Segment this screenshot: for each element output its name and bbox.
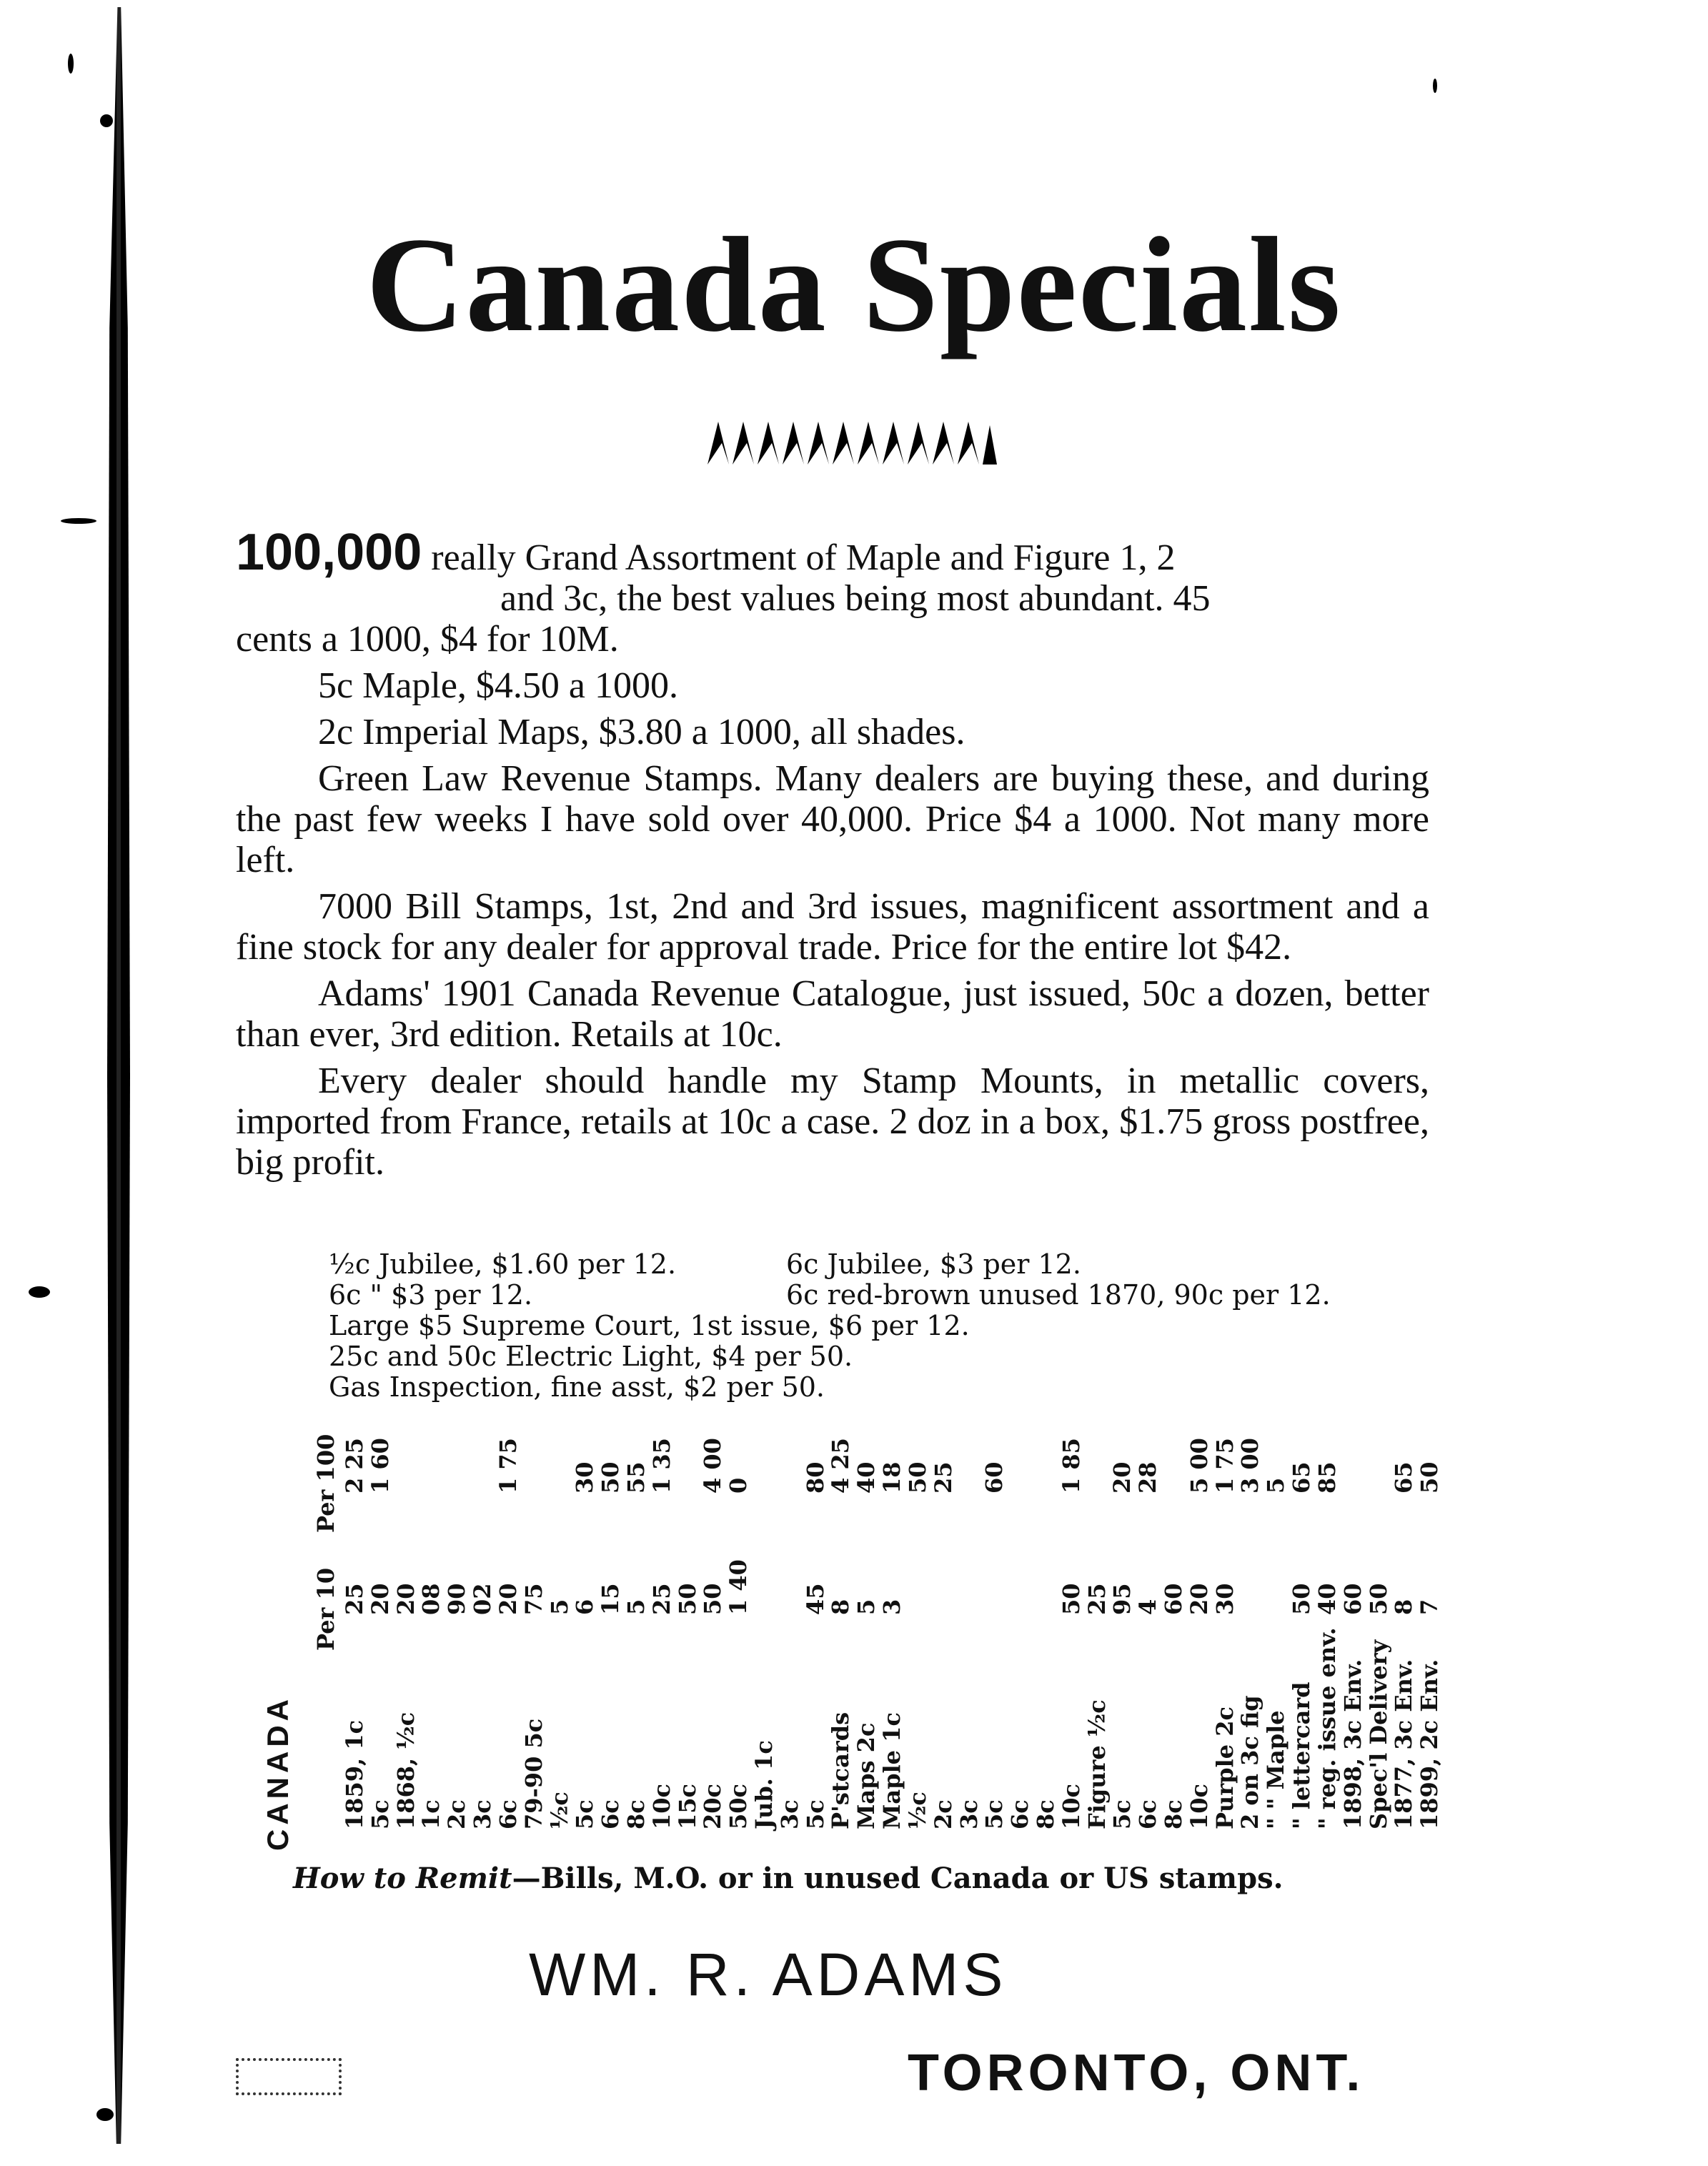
advertiser-city: TORONTO, ONT. — [908, 2045, 1365, 2102]
price-list-row — [329, 1311, 1444, 1341]
price-per-10: 8 — [827, 1599, 855, 1615]
paragraph-law-revenue: Green Law Revenue Stamps. Many dealers are buying these, and during the past few weeks I have sold over 40,000. Price $4 a 1000. Not many more left. — [236, 758, 1429, 880]
price-per-10: 60 — [1160, 1583, 1188, 1615]
price-per-10: 8 — [1390, 1599, 1418, 1615]
price-list-item: ½c Jubilee, $1.60 per 12. — [329, 1248, 677, 1280]
paragraph-100000 — [236, 524, 1429, 581]
price-per-100: 1 75 — [1211, 1438, 1238, 1494]
price-per-10: 5 — [853, 1599, 880, 1615]
stamp-issue-label: 50c — [725, 1783, 753, 1829]
price-per-10: 4 — [1134, 1599, 1162, 1615]
price-per-100: 1 60 — [366, 1438, 394, 1494]
stamp-issue-label: 6c — [1006, 1799, 1034, 1829]
price-per-100: 28 — [1134, 1461, 1162, 1494]
price-per-100: 50 — [597, 1461, 625, 1494]
price-list-item: Large $5 Supreme Court, 1st issue, $6 per 12. — [329, 1310, 970, 1341]
stamp-issue-label: 1868, ½c — [392, 1712, 419, 1829]
price-per-100: 3 00 — [1236, 1438, 1264, 1494]
price-per-10: 50 — [1288, 1583, 1316, 1615]
price-per-10: 60 — [1339, 1583, 1366, 1615]
scan-speck — [96, 2108, 114, 2121]
remit-text: —Bills, M.O. or in unused Canada or US stamps. — [512, 1862, 1284, 1895]
ad-body — [236, 524, 1429, 1183]
leaf-ornament-icon — [700, 414, 1001, 472]
price-per-100: 1 75 — [494, 1438, 522, 1494]
price-per-10: 20 — [1185, 1583, 1213, 1615]
stamp-issue-label: Spec'l Delivery — [1364, 1639, 1392, 1829]
stamp-issue-label: 6c — [494, 1799, 522, 1829]
price-per-10: 15 — [597, 1583, 625, 1615]
price-per-100: 5 00 — [1185, 1438, 1213, 1494]
price-per-10: 20 — [392, 1583, 419, 1615]
price-per-100: 80 — [801, 1461, 829, 1494]
stamp-issue-label: Purple 2c — [1211, 1707, 1238, 1829]
stamp-issue-label: 3c — [469, 1799, 497, 1829]
advertiser-name: WM. R. ADAMS — [529, 1941, 1008, 2008]
price-per-100: 5 — [1262, 1477, 1290, 1494]
stamp-issue-label: ½c — [545, 1792, 573, 1829]
stamp-issue-label: 3c — [955, 1799, 983, 1829]
stamp-issue-label: 1859, 1c — [341, 1719, 368, 1829]
stamp-issue-label: 10c — [1057, 1783, 1085, 1829]
price-per-10: 3 — [878, 1599, 906, 1615]
price-per-10: 50 — [1364, 1583, 1392, 1615]
price-per-100: 55 — [622, 1461, 650, 1494]
stamp-issue-label: 10c — [647, 1783, 675, 1829]
price-list-item: 6c Jubilee, $3 per 12. — [786, 1248, 1081, 1280]
stamp-issue-label: 6c — [597, 1799, 625, 1829]
price-per-100: 65 — [1390, 1461, 1418, 1494]
price-per-10: 40 — [1313, 1583, 1341, 1615]
scan-speck — [1433, 79, 1437, 93]
price-per-10: 50 — [673, 1583, 701, 1615]
price-per-10: 75 — [520, 1583, 547, 1615]
stamp-issue-label: Maps 2c — [853, 1722, 880, 1829]
scan-speck — [61, 518, 96, 524]
price-per-10: 5 — [545, 1599, 573, 1615]
price-per-100: 4 25 — [827, 1438, 855, 1494]
stamp-issue-label: ½c — [903, 1792, 931, 1829]
stamp-issue-label: 8c — [622, 1799, 650, 1829]
price-per-100: 60 — [980, 1461, 1008, 1494]
price-per-10: 02 — [469, 1583, 497, 1615]
stamp-issue-label: 6c — [1134, 1799, 1162, 1829]
price-per-10: 25 — [1083, 1583, 1111, 1615]
page-title: Canada Specials — [366, 210, 1342, 360]
price-per-100: 4 00 — [699, 1438, 727, 1494]
price-per-10: 45 — [801, 1583, 829, 1615]
stamp-issue-label: P'stcards — [827, 1712, 855, 1829]
price-per-100: 18 — [878, 1461, 906, 1494]
paragraph-imperial-maps: 2c Imperial Maps, $3.80 a 1000, all shades. — [318, 712, 965, 752]
price-per-10: 20 — [366, 1583, 394, 1615]
stamp-issue-label: 5c — [980, 1799, 1008, 1829]
paragraph-maple: 5c Maple, $4.50 a 1000. — [318, 665, 679, 706]
price-list-row — [329, 1249, 1444, 1280]
p1-line1: really Grand Assortment of Maple and Figure 1, 2 — [431, 537, 1176, 578]
per-10-label: Per 10 — [312, 1567, 339, 1651]
stamp-issue-label: 8c — [1031, 1799, 1059, 1829]
price-per-100: 50 — [1416, 1461, 1444, 1494]
price-list-item: 6c " $3 per 12. — [329, 1279, 533, 1311]
stamp-issue-label: 2c — [443, 1799, 471, 1829]
price-per-10: 08 — [417, 1583, 445, 1615]
stamp-issue-label: Figure ½c — [1083, 1699, 1111, 1829]
price-per-10: 95 — [1108, 1583, 1136, 1615]
price-per-10: 6 — [571, 1599, 599, 1615]
price-list-item: 6c red-brown unused 1870, 90c per 12. — [786, 1279, 1331, 1311]
ink-stamp-mark — [236, 2058, 342, 2095]
price-per-10: 30 — [1211, 1583, 1238, 1615]
table-country-label: CANADA — [261, 1695, 294, 1851]
stamp-issue-label: 2 on 3c fig — [1236, 1695, 1264, 1829]
price-list — [329, 1249, 1444, 1403]
stamp-issue-label: " reg. issue env. — [1313, 1627, 1341, 1829]
price-per-10: 25 — [647, 1583, 675, 1615]
scan-speck — [29, 1286, 50, 1298]
price-list-row — [329, 1341, 1444, 1372]
stamp-issue-label: 15c — [673, 1783, 701, 1829]
price-list-row — [329, 1280, 1444, 1311]
price-per-10: 7 — [1416, 1599, 1444, 1615]
price-per-100: 1 35 — [647, 1438, 675, 1494]
stamp-issue-label: 2c — [929, 1799, 957, 1829]
p1-line2: and 3c, the best values being most abundant. 45 — [500, 578, 1211, 619]
stamp-issue-label: 1899, 2c Env. — [1416, 1659, 1444, 1829]
price-per-10: 50 — [1057, 1583, 1085, 1615]
price-per-100: 20 — [1108, 1461, 1136, 1494]
scan-speck — [100, 114, 113, 127]
stamp-issue-label: 8c — [1160, 1799, 1188, 1829]
price-per-10: 50 — [699, 1583, 727, 1615]
remit-line — [293, 1862, 1436, 1895]
scan-speck — [68, 54, 74, 74]
stamp-issue-label: " lettercard — [1288, 1681, 1316, 1829]
price-list-item: Gas Inspection, fine asst, $2 per 50. — [329, 1371, 825, 1403]
paragraph-stamp-mounts: Every dealer should handle my Stamp Mounts, in metallic covers, imported from France, retails at 10c a case. 2 doz in a box, $1.75 gross postfree, big profit. — [236, 1060, 1429, 1183]
price-per-10: 25 — [341, 1583, 368, 1615]
paragraph-bill-stamps: 7000 Bill Stamps, 1st, 2nd and 3rd issues, magnificent assortment and a fine stock for any dealer for approval trade. Price for the entire lot $42. — [236, 886, 1429, 968]
price-per-100: 25 — [929, 1461, 957, 1494]
price-per-100: 50 — [903, 1461, 931, 1494]
quantity-100000: 100,000 — [236, 524, 422, 581]
stamp-issue-label: 1898, 3c Env. — [1339, 1659, 1366, 1829]
price-per-100: 30 — [571, 1461, 599, 1494]
price-per-100: 2 25 — [341, 1438, 368, 1494]
price-list-item: 25c and 50c Electric Light, $4 per 50. — [329, 1341, 853, 1372]
stamp-issue-label: Maple 1c — [878, 1712, 906, 1829]
stamp-issue-label: 5c — [571, 1799, 599, 1829]
price-per-10: 1 40 — [725, 1559, 753, 1615]
price-per-10: 20 — [494, 1583, 522, 1615]
per-100-label: Per 100 — [312, 1434, 339, 1533]
stamp-issue-label: 1c — [417, 1799, 445, 1829]
price-per-100: 85 — [1313, 1461, 1341, 1494]
price-per-100: 65 — [1288, 1461, 1316, 1494]
stamp-issue-label: Jub. 1c — [750, 1740, 778, 1829]
stamp-issue-label: 5c — [1108, 1799, 1136, 1829]
stamp-issue-label: 5c — [801, 1799, 829, 1829]
price-table — [250, 1429, 1451, 1829]
stamp-issue-label: 79-90 5c — [520, 1718, 547, 1829]
price-list-row — [329, 1372, 1444, 1403]
stamp-issue-label: 5c — [366, 1799, 394, 1829]
stamp-issue-label: 20c — [699, 1783, 727, 1829]
remit-lead: How to Remit — [293, 1862, 512, 1895]
price-per-100: 1 85 — [1057, 1438, 1085, 1494]
paragraph-catalogue: Adams' 1901 Canada Revenue Catalogue, just issued, 50c a dozen, better than ever, 3rd edition. Retails at 10c. — [236, 973, 1429, 1055]
stamp-issue-label: 3c — [775, 1799, 803, 1829]
price-per-10: 5 — [622, 1599, 650, 1615]
stamp-issue-label: 1877, 3c Env. — [1390, 1659, 1418, 1829]
stamp-issue-label: 10c — [1185, 1783, 1213, 1829]
p1-line3: cents a 1000, $4 for 10M. — [236, 619, 619, 660]
price-per-100: 0 — [725, 1477, 753, 1494]
price-per-100: 40 — [853, 1461, 880, 1494]
price-per-10: 90 — [443, 1583, 471, 1615]
stamp-issue-label: " " Maple — [1262, 1710, 1290, 1829]
